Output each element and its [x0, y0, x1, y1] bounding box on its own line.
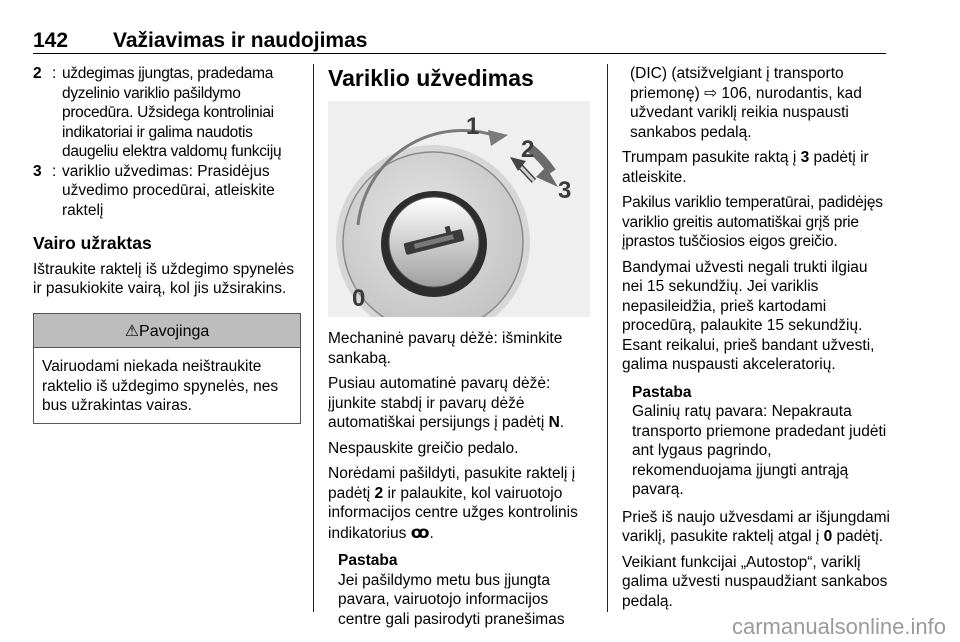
ignition-switch-illustration — [328, 101, 590, 317]
note-block — [622, 383, 890, 500]
list-item-number: 3 — [33, 162, 42, 180]
engine-temp-text: Pakilus variklio temperatūrai, padidėjęs variklio greitis automatiškai grįš prie įprastos tuščiosios eigos greičio. — [622, 194, 883, 250]
watermark: carmanualsonline.info — [731, 614, 946, 639]
warning-header — [34, 314, 300, 349]
warning-icon: ⚠ — [124, 322, 140, 340]
note-text: Jei pašildymo metu bus įjungta pavara, vairuotojo informacijos centre gali pasirodyti pranešimas — [338, 571, 565, 628]
note-text: Galinių ratų pavara: Nepakrauta transporto priemone pradedant judėti ant lygaus pagrindo, rekomenduojama įjungti antrąją pavarą. — [632, 403, 887, 498]
list-item-number: 2 — [33, 65, 42, 82]
page-header — [33, 27, 886, 54]
list-item: 2 : uždegimas įjungtas, pradedama dyzelinio variklio pašildymo procedūra. Užsidega kontroliniai indikatoriai ir galima naudotis daugeliu elektra valdomų funkcijų — [33, 64, 301, 162]
position-label-0: 0 — [352, 285, 366, 312]
list-item-text: variklio užvedimas: Prasidėjus užvedimo procedūrai, atleiskite raktelį — [62, 162, 275, 219]
preheat-text: Norėdami pašildyti, pasukite raktelį į padėtį 2 ir palaukite, kol vairuotojo informacijos centre užges kontrolinis indikatorius ꝏ. — [328, 465, 578, 542]
section-heading: Variklio užvedimas — [328, 65, 534, 91]
note-block — [328, 551, 594, 629]
accelerator-note: Nespauskite greičio pedalo. — [328, 439, 519, 457]
column-divider — [313, 64, 314, 612]
column-3 — [622, 64, 890, 611]
manual-gearbox-text: Mechaninė pavarų dėžė: išminkite sankabą. — [328, 330, 563, 367]
position-label-1: 1 — [466, 113, 480, 140]
note-title: Pastaba — [632, 383, 692, 401]
warning-title: Pavojinga — [139, 322, 210, 340]
column-1 — [33, 64, 301, 424]
warning-text: Vairuodami niekada neištraukite raktelio iš uždegimo spynelės, nes bus užrakintas vairas. — [42, 358, 279, 414]
page-number: 142 — [33, 29, 69, 52]
list-item: 3 : variklio užvedimas: Prasidėjus užvedimo procedūrai, atleiskite raktelį — [33, 162, 301, 221]
column-divider — [607, 64, 608, 612]
glow-plug-icon: ꝏ — [410, 522, 430, 542]
restart-text: Prieš iš naujo užvesdami ar išjungdami variklį, pasukite raktelį atgal į 0 padėtį. — [622, 508, 890, 545]
column-2 — [328, 64, 594, 629]
position-label-2: 2 — [521, 136, 535, 163]
list-item-text: uždegimas įjungtas, pradedama dyzelinio variklio pašildymo procedūra. Užsidega kontroliniai indikatoriai ir galima naudotis daugeliu elektra valdomų funkcijų — [62, 65, 282, 160]
semi-auto-gearbox-text: Pusiau automatinė pavarų dėžė: įjunkite stabdį ir pavarų dėžė automatiškai persijungs į padėtį N. — [328, 375, 565, 431]
note-title: Pastaba — [338, 552, 398, 569]
page-title: Važiavimas ir naudojimas — [113, 29, 368, 52]
steering-lock-text: Ištraukite raktelį iš uždegimo spynelės ir pasukiokite vairą, kol jis užsirakins. — [33, 260, 295, 297]
ignition-switch-figure — [328, 101, 590, 317]
start-attempt-text: Bandymai užvesti negali trukti ilgiau nei 15 sekundžių. Jei variklis nepasileidžia, prieš kartodami procedūrą, palaukite 15 sekundžių. Esant reikalui, prieš bandant užvesti, galima nuspausti akceleratorių. — [622, 258, 875, 373]
autostop-text: Veikiant funkcijai „Autostop“, variklį galima užvesti nuspaudžiant sankabos pedalą. — [622, 553, 888, 610]
position-label-3: 3 — [558, 177, 572, 204]
dic-text: (DIC) (atsižvelgiant į transporto priemonę) ⇨ 106, nurodantis, kad užvedant variklį reikia nuspausti sankabos pedalą. — [630, 65, 862, 141]
page-reference-icon: ⇨ — [704, 84, 718, 102]
steering-lock-heading: Vairo užraktas — [33, 233, 152, 253]
warning-box — [33, 313, 301, 424]
turn-key-text: Trumpam pasukite raktą į 3 padėtį ir atleiskite. — [622, 149, 869, 186]
